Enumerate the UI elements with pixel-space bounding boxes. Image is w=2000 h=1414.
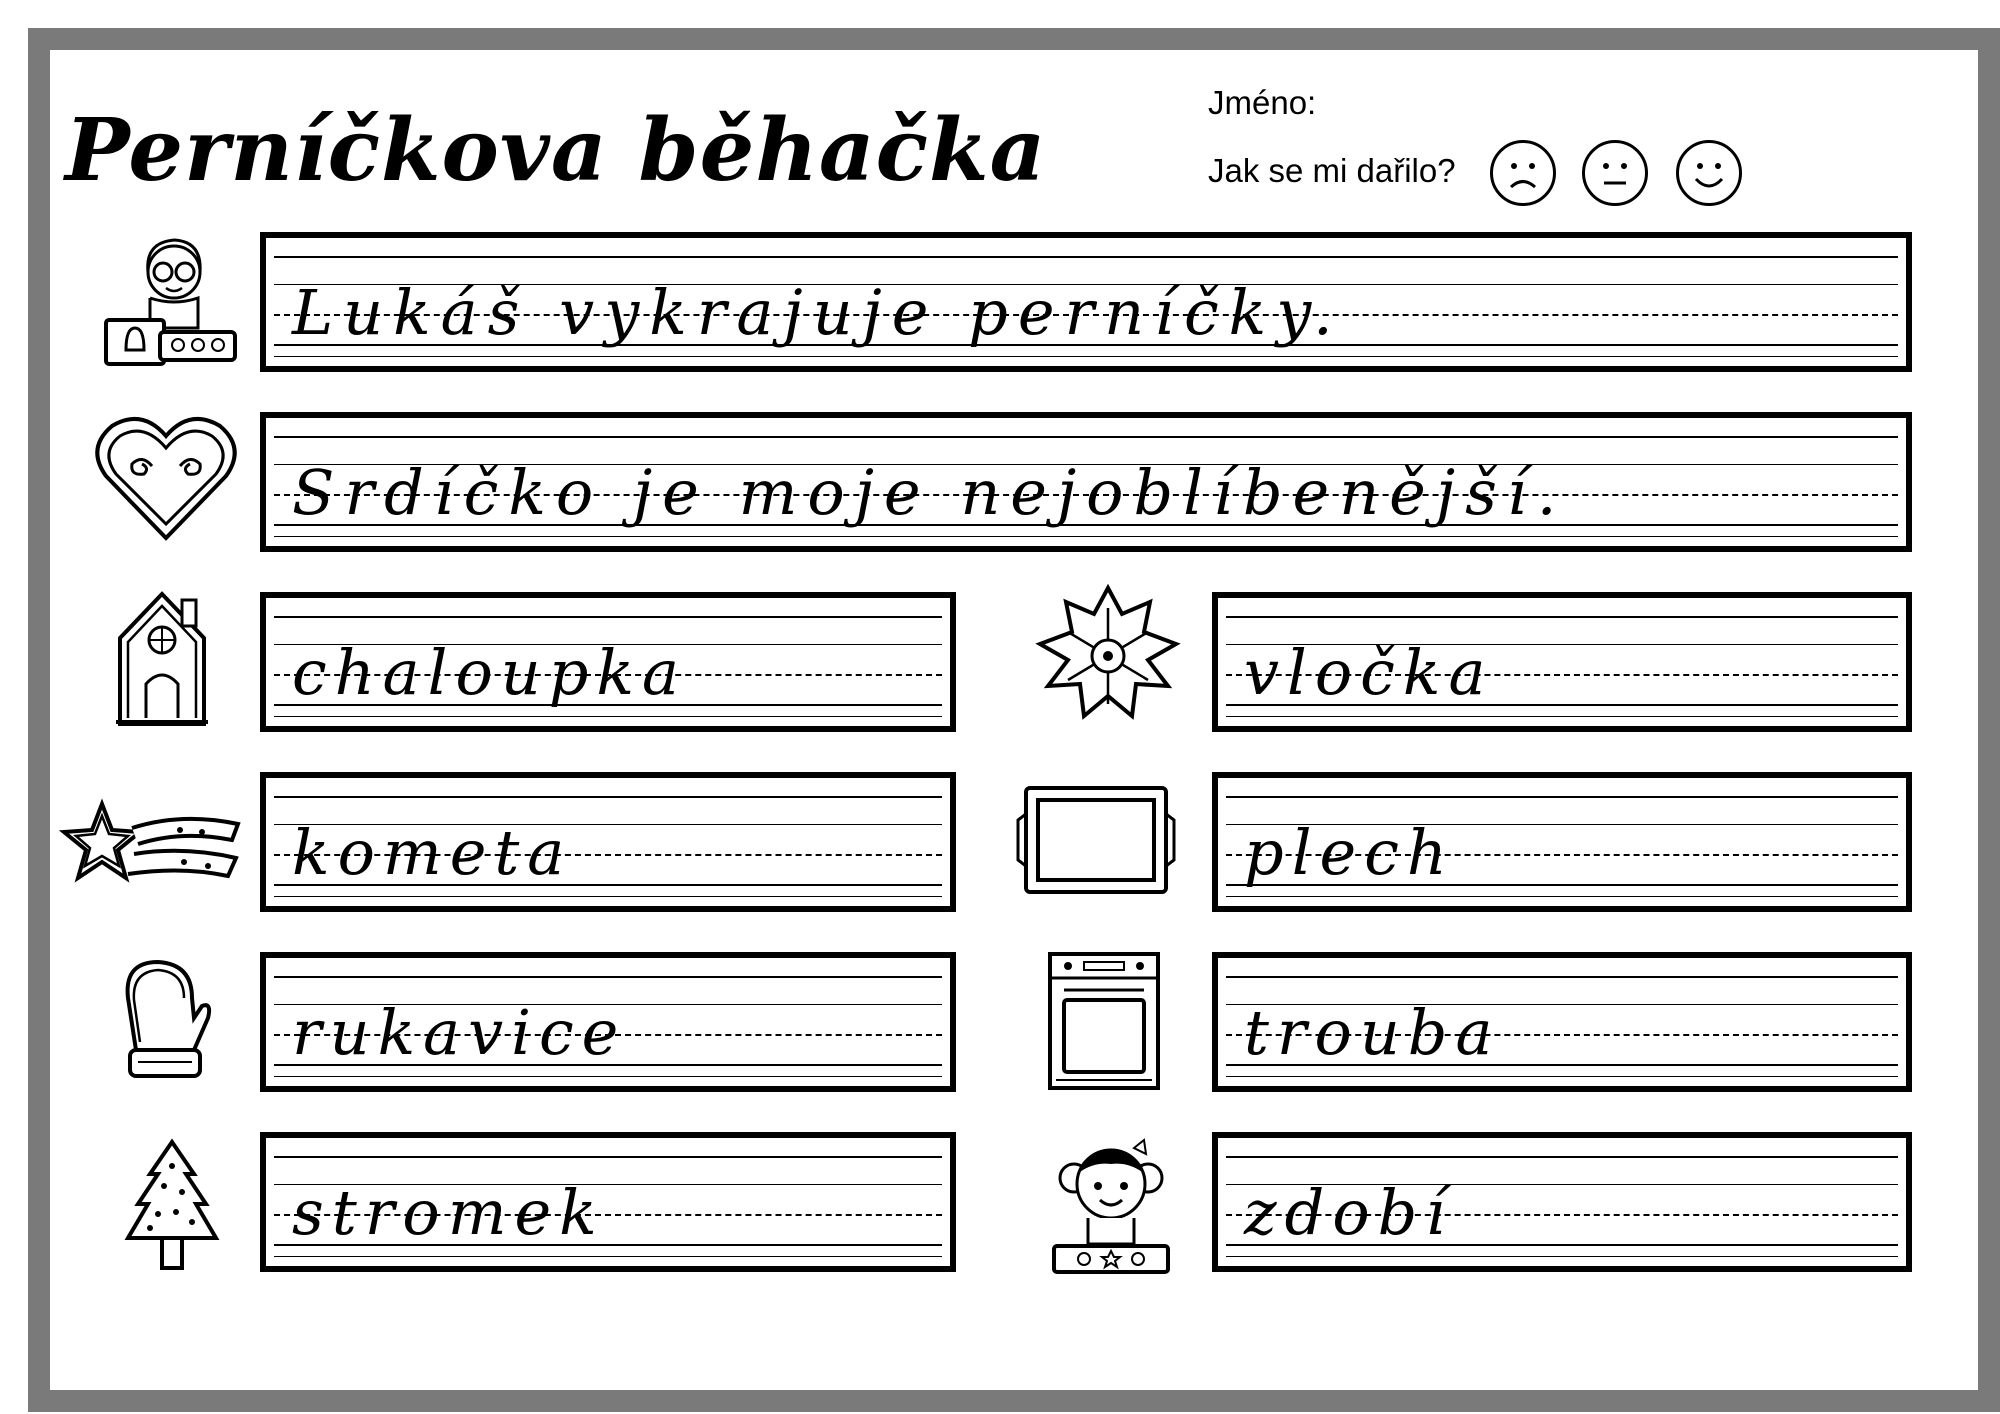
writing-box-word[interactable] <box>1212 952 1912 1092</box>
tracing-text: stromek <box>292 1176 605 1249</box>
writing-box-word[interactable] <box>1212 592 1912 732</box>
tracing-text: plech <box>1244 816 1455 889</box>
page-title: Perníčkova běhačka <box>65 100 1047 201</box>
name-label: Jméno: <box>1208 84 1317 121</box>
christmas-tree-cookie-icon <box>124 1138 220 1280</box>
guideline-bottom <box>1226 1256 1898 1257</box>
writing-box-word[interactable] <box>1212 1132 1912 1272</box>
guideline-top <box>274 796 942 798</box>
writing-box-word[interactable] <box>1212 772 1912 912</box>
rating-label: Jak se mi dařilo? <box>1208 152 1456 189</box>
guideline-top <box>274 616 942 618</box>
tracing-text: chaloupka <box>292 636 687 709</box>
guideline-bottom <box>274 1256 942 1257</box>
tracing-text: trouba <box>1244 996 1501 1069</box>
guideline-top <box>1226 616 1898 618</box>
guideline-bottom <box>274 356 1898 357</box>
writing-box-word[interactable] <box>260 772 956 912</box>
guideline-bottom <box>1226 896 1898 897</box>
baking-tray-icon <box>1016 784 1176 896</box>
tracing-text: Srdíčko je moje nejoblíbenější. <box>292 456 1567 529</box>
writing-box-word[interactable] <box>260 952 956 1092</box>
happy-face-icon[interactable] <box>1676 140 1742 206</box>
guideline-top <box>1226 796 1898 798</box>
writing-box-sentence[interactable] <box>260 232 1912 372</box>
guideline-bottom <box>274 716 942 717</box>
guideline-top <box>274 976 942 978</box>
tracing-text: Lukáš vykrajuje perníčky. <box>292 276 1343 349</box>
tracing-text: rukavice <box>292 996 627 1069</box>
boy-with-gingerbread-tray-icon <box>100 232 240 367</box>
tracing-text: zdobí <box>1244 1176 1454 1249</box>
guideline-bottom <box>274 1076 942 1077</box>
sad-face-icon[interactable] <box>1490 140 1556 206</box>
writing-box-sentence[interactable] <box>260 412 1912 552</box>
guideline-top <box>1226 1156 1898 1158</box>
guideline-top <box>274 256 1898 258</box>
guideline-bottom <box>274 896 942 897</box>
gingerbread-house-icon <box>112 588 212 728</box>
shooting-star-cookie-icon <box>62 800 240 896</box>
tracing-text: vločka <box>1244 636 1494 709</box>
guideline-top <box>1226 976 1898 978</box>
writing-box-word[interactable] <box>260 592 956 732</box>
oven-icon <box>1046 950 1162 1092</box>
guideline-bottom <box>1226 1076 1898 1077</box>
girl-decorating-cookies-icon <box>1048 1134 1174 1276</box>
guideline-bottom <box>1226 716 1898 717</box>
oven-mitt-icon <box>114 958 210 1080</box>
tracing-text: kometa <box>292 816 573 889</box>
guideline-bottom <box>274 536 1898 537</box>
guideline-top <box>274 1156 942 1158</box>
guideline-top <box>274 436 1898 438</box>
writing-box-word[interactable] <box>260 1132 956 1272</box>
neutral-face-icon[interactable] <box>1582 140 1648 206</box>
gingerbread-heart-icon <box>92 412 240 544</box>
snowflake-cookie-icon <box>1036 584 1180 730</box>
